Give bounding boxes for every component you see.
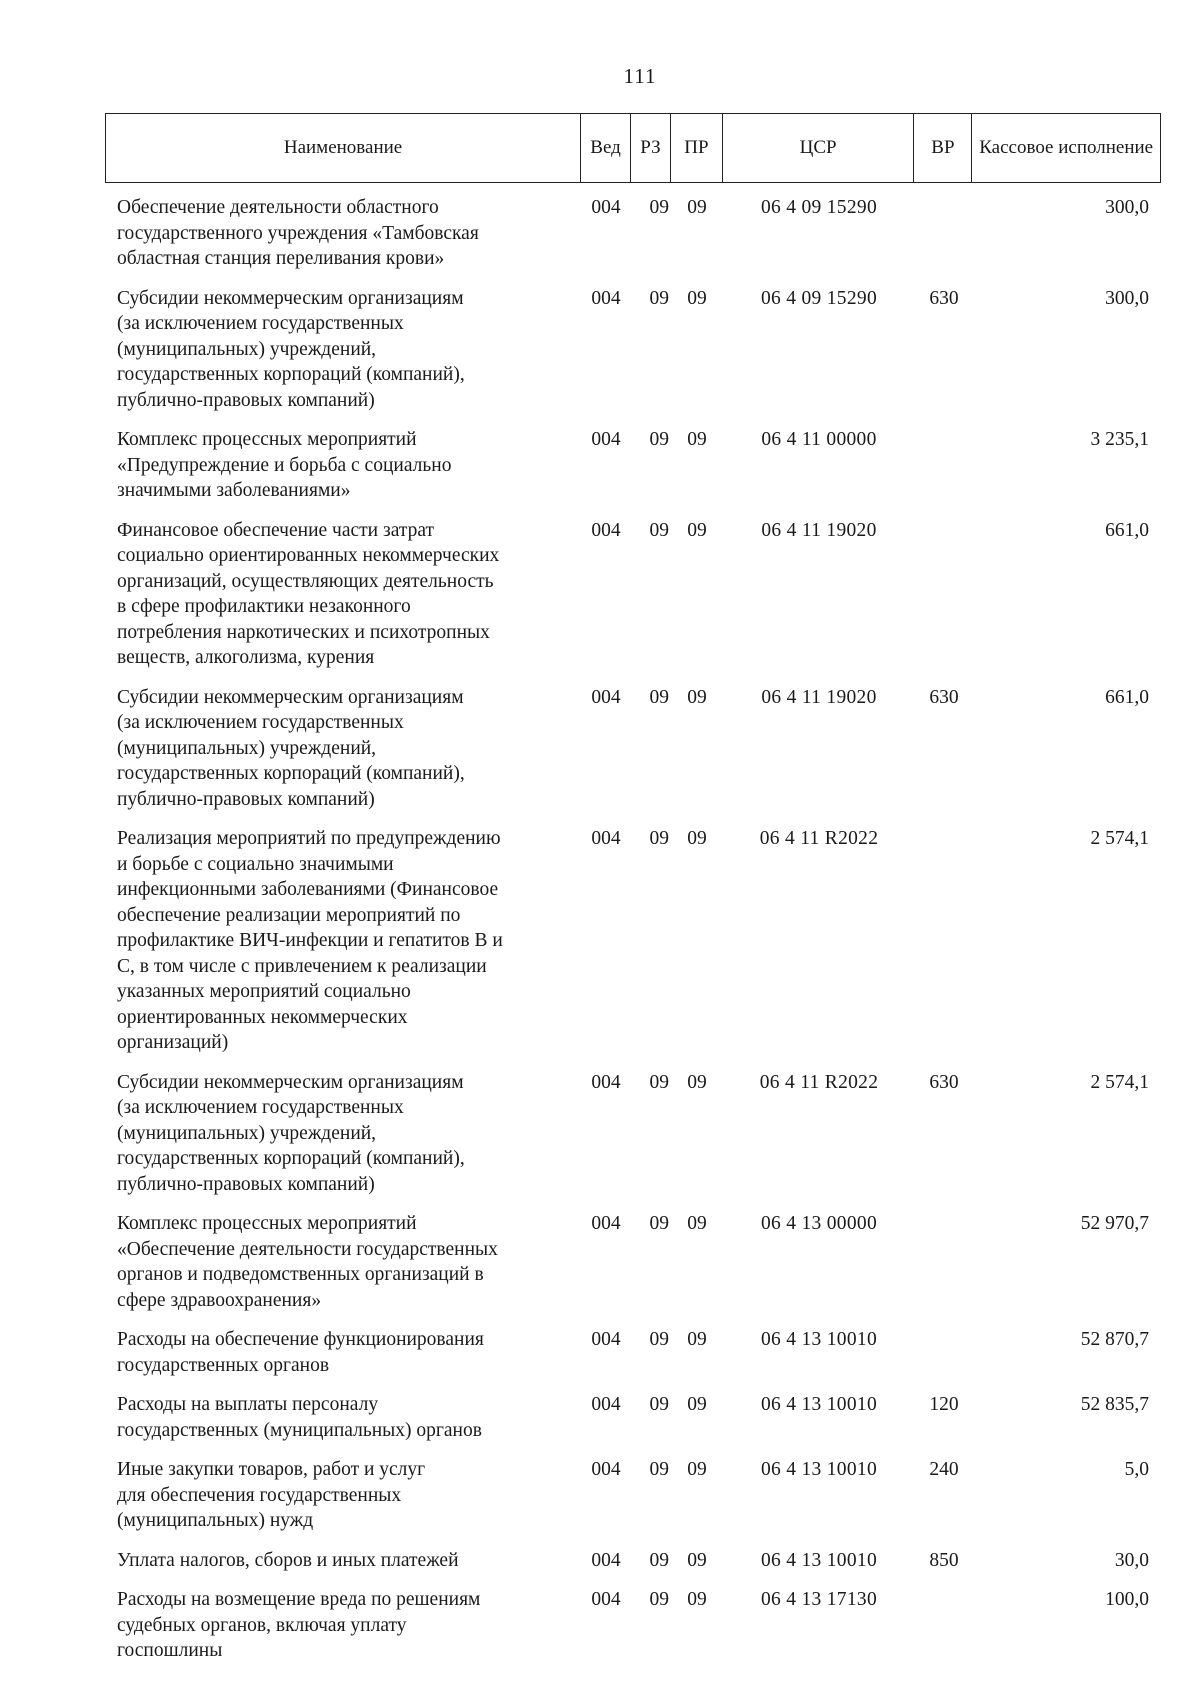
row-vr — [915, 1211, 973, 1313]
table-row — [105, 274, 1161, 416]
row-pr: 09 — [687, 1213, 707, 1234]
row-sum: 52 835,7 — [1080, 1394, 1149, 1415]
row-sum: 3 235,1 — [1090, 429, 1149, 450]
row-sum: 661,0 — [1105, 686, 1149, 708]
row-csr: 06 4 13 17130 — [760, 1589, 878, 1610]
row-sum: 661,0 — [1105, 519, 1149, 541]
row-ved: 004 — [591, 1394, 621, 1415]
row-pr: 09 — [687, 686, 707, 708]
table-header — [105, 113, 1161, 183]
page-number: 111 — [623, 64, 657, 88]
row-csr: 06 4 09 15290 — [760, 287, 878, 309]
table-row — [105, 814, 1161, 1058]
row-csr: 06 4 11 19020 — [761, 519, 877, 541]
row-rz: 09 — [649, 197, 669, 218]
row-vr — [915, 1587, 973, 1664]
row-name: Реализация мероприятий по предупреждению и борьбе с социально значимыми инфекционными заболеваниями (Финансовое обеспечение реализации мероприятий по профилактике ВИЧ-инфекции и гепатитов В и С, в том числе с привлечением к реализации указанных мероприятий социально ориентированных некоммерческих организаций) — [117, 828, 503, 1053]
row-csr: 06 4 09 15290 — [760, 197, 878, 218]
row-rz: 09 — [649, 287, 669, 309]
row-sum: 52 870,7 — [1080, 1329, 1149, 1350]
row-vr — [915, 1327, 973, 1378]
row-pr: 09 — [687, 828, 707, 849]
row-name: Обеспечение деятельности областного государственного учреждения «Тамбовская областная станция переливания крови» — [117, 197, 479, 269]
row-csr: 06 4 13 10010 — [760, 1394, 878, 1415]
row-pr: 09 — [687, 519, 707, 541]
row-csr: 06 4 11 19020 — [761, 686, 877, 708]
row-csr: 06 4 13 10010 — [760, 1549, 878, 1571]
table-row — [105, 1315, 1161, 1380]
table-row — [105, 1536, 1161, 1576]
row-name: Расходы на возмещение вреда по решениям судебных органов, включая уплату госпошлины — [117, 1589, 481, 1661]
table-row — [105, 1575, 1161, 1666]
row-csr: 06 4 11 R2022 — [759, 828, 879, 849]
row-ved: 004 — [591, 429, 621, 450]
row-sum: 52 970,7 — [1080, 1213, 1149, 1234]
row-sum: 100,0 — [1105, 1589, 1149, 1610]
row-ved: 004 — [591, 1549, 621, 1571]
row-ved: 004 — [591, 1589, 621, 1610]
row-csr: 06 4 13 00000 — [760, 1213, 878, 1234]
row-vr — [915, 427, 973, 504]
row-name: Уплата налогов, сборов и иных платежей — [117, 1549, 459, 1571]
header-name: Наименование — [106, 114, 581, 182]
row-ved: 004 — [591, 197, 621, 218]
row-name: Субсидии некоммерческим организациям (за исключением государственных (муниципальных) учреждений, государственных корпораций (компаний), публично-правовых компаний) — [117, 287, 465, 411]
row-pr: 09 — [687, 429, 707, 450]
row-name: Расходы на обеспечение функционирования государственных органов — [117, 1329, 484, 1376]
row-ved: 004 — [591, 1071, 621, 1093]
header-csr: ЦСР — [723, 114, 915, 182]
row-csr: 06 4 11 R2022 — [759, 1071, 879, 1093]
row-vr: 850 — [929, 1549, 959, 1571]
row-name: Расходы на выплаты персоналу государственных (муниципальных) органов — [117, 1394, 482, 1441]
table-row — [105, 673, 1161, 815]
row-ved: 004 — [591, 287, 621, 309]
row-rz: 09 — [649, 1329, 669, 1350]
row-pr: 09 — [687, 1394, 707, 1415]
table-row — [105, 1445, 1161, 1536]
row-ved: 004 — [591, 686, 621, 708]
row-ved: 004 — [591, 1459, 621, 1480]
header-pr: ПР — [671, 114, 723, 182]
table-row — [105, 1058, 1161, 1200]
row-vr: 240 — [929, 1459, 959, 1480]
row-rz: 09 — [649, 429, 669, 450]
row-csr: 06 4 13 10010 — [760, 1329, 878, 1350]
row-rz: 09 — [649, 686, 669, 708]
row-name: Субсидии некоммерческим организациям (за исключением государственных (муниципальных) учреждений, государственных корпораций (компаний), публично-правовых компаний) — [117, 1071, 465, 1195]
row-sum: 5,0 — [1124, 1459, 1149, 1480]
row-ved: 004 — [591, 1329, 621, 1350]
row-name: Финансовое обеспечение части затрат социально ориентированных некоммерческих организаций, осуществляющих деятельность в сфере профилактики незаконного потребления наркотических и психотропных веществ, алкоголизма, курения — [117, 519, 500, 668]
row-rz: 09 — [649, 1459, 669, 1480]
row-name: Иные закупки товаров, работ и услуг для обеспечения государственных (муниципальных) нужд — [117, 1459, 426, 1531]
row-sum: 300,0 — [1105, 197, 1149, 218]
header-sum: Кассовое исполнение — [979, 137, 1154, 159]
header-rz: РЗ — [631, 114, 671, 182]
row-rz: 09 — [649, 519, 669, 541]
row-vr: 630 — [929, 1071, 959, 1093]
row-rz: 09 — [649, 1394, 669, 1415]
row-pr: 09 — [687, 1549, 707, 1571]
row-name: Комплекс процессных мероприятий «Предупреждение и борьба с социально значимыми заболеваниями» — [117, 429, 452, 501]
row-rz: 09 — [649, 1213, 669, 1234]
table-row — [105, 183, 1161, 274]
table-row — [105, 415, 1161, 506]
row-csr: 06 4 13 10010 — [760, 1459, 878, 1480]
row-vr: 120 — [929, 1394, 959, 1415]
table-body — [105, 183, 1161, 1666]
row-sum: 30,0 — [1114, 1549, 1149, 1571]
row-ved: 004 — [591, 519, 621, 541]
row-rz: 09 — [649, 1549, 669, 1571]
row-pr: 09 — [687, 287, 707, 309]
row-sum: 300,0 — [1105, 287, 1149, 309]
row-name: Субсидии некоммерческим организациям (за исключением государственных (муниципальных) учреждений, государственных корпораций (компаний), публично-правовых компаний) — [117, 686, 465, 810]
row-rz: 09 — [649, 1071, 669, 1093]
table-row — [105, 1380, 1161, 1445]
row-pr: 09 — [687, 1589, 707, 1610]
row-rz: 09 — [649, 828, 669, 849]
row-vr — [915, 518, 973, 671]
row-vr — [915, 195, 973, 272]
row-vr: 630 — [929, 287, 959, 309]
row-rz: 09 — [649, 1589, 669, 1610]
row-vr — [915, 826, 973, 1056]
table-row — [105, 506, 1161, 673]
table-row — [105, 1199, 1161, 1315]
row-sum: 2 574,1 — [1090, 828, 1149, 849]
header-ved: Вед — [581, 114, 631, 182]
row-pr: 09 — [687, 1459, 707, 1480]
row-pr: 09 — [687, 1071, 707, 1093]
row-ved: 004 — [591, 828, 621, 849]
row-pr: 09 — [687, 197, 707, 218]
header-vr: ВР — [914, 114, 972, 182]
row-csr: 06 4 11 00000 — [761, 429, 877, 450]
row-name: Комплекс процессных мероприятий «Обеспечение деятельности государственных органов и подведомственных организаций в сфере здравоохранения» — [117, 1213, 498, 1311]
row-pr: 09 — [687, 1329, 707, 1350]
row-vr: 630 — [929, 686, 959, 708]
row-ved: 004 — [591, 1213, 621, 1234]
row-sum: 2 574,1 — [1090, 1071, 1149, 1093]
